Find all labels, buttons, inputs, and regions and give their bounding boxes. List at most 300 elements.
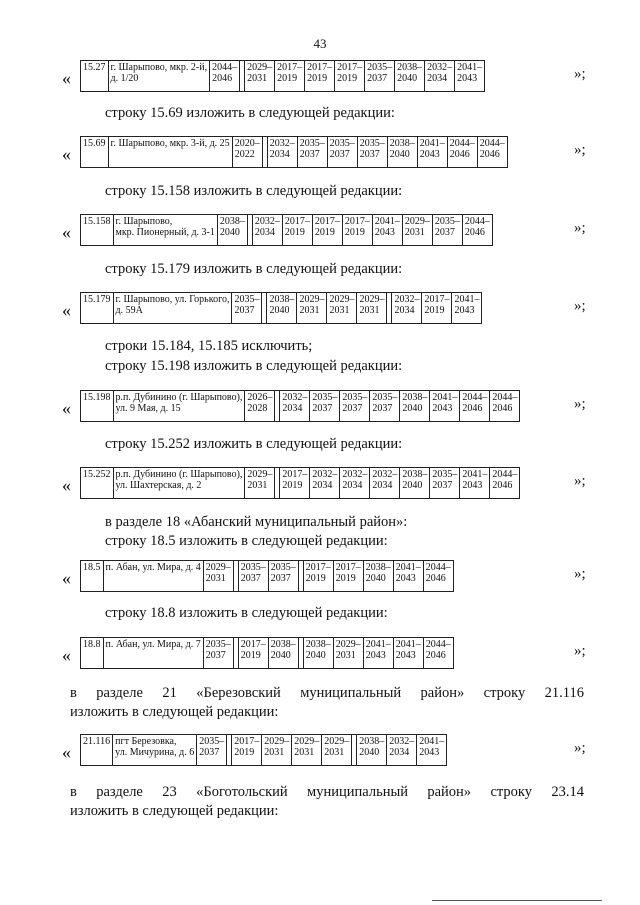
year-range-cell bbox=[357, 293, 387, 324]
year-range-cell bbox=[430, 391, 460, 422]
row-number: 15.69 bbox=[81, 137, 109, 168]
amendment-table bbox=[80, 637, 454, 669]
row-number: 15.252 bbox=[81, 468, 114, 499]
row-number: 15.198 bbox=[81, 391, 114, 422]
year-value: 2019 bbox=[314, 227, 335, 238]
year-value: 2041– bbox=[462, 469, 488, 480]
year-value: 2043 bbox=[395, 650, 416, 661]
year-range-cell bbox=[335, 61, 365, 92]
year-value: 2017– bbox=[335, 562, 361, 573]
year-range-cell bbox=[245, 391, 275, 422]
address-line: ул. Шахтерская, д. 2 bbox=[115, 480, 202, 491]
year-value: 2040 bbox=[219, 227, 240, 238]
row-number: 18.8 bbox=[81, 638, 104, 669]
address-line: д. 59А bbox=[115, 305, 143, 316]
year-range-cell bbox=[393, 561, 423, 592]
year-value: 2031 bbox=[294, 747, 315, 758]
year-value: 2019 bbox=[335, 573, 356, 584]
year-value: 2017– bbox=[344, 216, 370, 227]
address-cell bbox=[113, 735, 197, 766]
year-range-cell bbox=[417, 735, 447, 766]
address-line: пгт Березовка, bbox=[115, 736, 177, 747]
year-range-cell bbox=[340, 468, 370, 499]
year-value: 2031 bbox=[404, 227, 425, 238]
paragraph-line: в разделе 21 «Березовский муниципальный район» строку 21.116 bbox=[70, 685, 584, 701]
paragraph: строку 15.69 изложить в следующей редакции: bbox=[105, 105, 395, 121]
year-range-cell bbox=[333, 561, 363, 592]
quote-close: »; bbox=[574, 220, 586, 236]
year-value: 2038– bbox=[402, 392, 428, 403]
quote-close: »; bbox=[574, 740, 586, 756]
year-value: 2019 bbox=[282, 480, 303, 491]
year-value: 2038– bbox=[269, 294, 295, 305]
year-range-cell bbox=[342, 215, 372, 246]
amendment-table bbox=[80, 560, 454, 592]
year-range-cell bbox=[245, 468, 275, 499]
year-range-cell bbox=[430, 468, 460, 499]
year-value: 2037 bbox=[234, 305, 255, 316]
year-value: 2043 bbox=[432, 403, 453, 414]
year-value: 2031 bbox=[247, 73, 268, 84]
year-value: 2035– bbox=[367, 62, 393, 73]
year-value: 2029– bbox=[247, 469, 273, 480]
year-value: 2044– bbox=[479, 138, 505, 149]
year-range-cell bbox=[357, 137, 387, 168]
year-value: 2019 bbox=[305, 573, 326, 584]
year-range-cell bbox=[393, 638, 423, 669]
year-range-cell bbox=[327, 137, 357, 168]
year-value: 2019 bbox=[424, 305, 445, 316]
year-value: 2034 bbox=[394, 305, 415, 316]
year-value: 2032– bbox=[342, 469, 368, 480]
year-value: 2029– bbox=[299, 294, 325, 305]
address-line: п. Абан, ул. Мира, д. 7 bbox=[105, 639, 201, 650]
address-cell bbox=[108, 61, 210, 92]
quote-close: »; bbox=[574, 473, 586, 489]
quote-close: »; bbox=[574, 142, 586, 158]
year-range-cell bbox=[372, 215, 402, 246]
year-value: 2034 bbox=[282, 403, 303, 414]
year-value: 2029– bbox=[264, 736, 290, 747]
year-range-cell bbox=[292, 735, 322, 766]
year-value: 2017– bbox=[337, 62, 363, 73]
quote-close: »; bbox=[574, 566, 586, 582]
year-value: 2019 bbox=[344, 227, 365, 238]
address-line: ул. Мичурина, д. 6 bbox=[115, 747, 195, 758]
year-value: 2031 bbox=[335, 650, 356, 661]
page-number: 43 bbox=[313, 36, 327, 51]
paragraph: строку 15.198 изложить в следующей редакции: bbox=[105, 358, 403, 374]
year-value: 2029– bbox=[335, 639, 361, 650]
year-value: 2046 bbox=[492, 480, 513, 491]
year-value: 2032– bbox=[394, 294, 420, 305]
quote-open: « bbox=[62, 68, 71, 88]
year-value: 2041– bbox=[374, 216, 400, 227]
year-range-cell bbox=[400, 468, 430, 499]
year-value: 2040 bbox=[389, 149, 410, 160]
year-value: 2037 bbox=[432, 480, 453, 491]
address-line: г. Шарыпово, bbox=[115, 216, 173, 227]
paragraph: строку 15.158 изложить в следующей редакции: bbox=[105, 183, 403, 199]
address-line: ул. 9 Мая, д. 15 bbox=[115, 403, 181, 414]
year-value: 2038– bbox=[305, 639, 331, 650]
year-value: 2038– bbox=[389, 138, 415, 149]
address-cell bbox=[113, 468, 245, 499]
year-value: 2035– bbox=[270, 562, 296, 573]
row-number: 15.179 bbox=[81, 293, 114, 324]
year-value: 2037 bbox=[372, 403, 393, 414]
year-value: 2035– bbox=[359, 138, 385, 149]
quote-open: « bbox=[62, 568, 71, 588]
year-value: 2017– bbox=[307, 62, 333, 73]
year-value: 2044– bbox=[462, 392, 488, 403]
address-line: г. Шарыпово, мкр. 2-й, bbox=[110, 62, 208, 73]
year-value: 2034 bbox=[312, 480, 333, 491]
year-value: 2029– bbox=[329, 294, 355, 305]
year-value: 2046 bbox=[449, 149, 470, 160]
year-value: 2044– bbox=[449, 138, 475, 149]
year-value: 2037 bbox=[329, 149, 350, 160]
year-value: 2032– bbox=[427, 62, 453, 73]
paragraph-line: в разделе 23 «Боготольский муниципальный район» строку 23.14 bbox=[70, 784, 584, 800]
address-line: д. 1/20 bbox=[110, 73, 139, 84]
year-range-cell bbox=[238, 561, 268, 592]
year-range-cell bbox=[490, 468, 520, 499]
year-value: 2019 bbox=[284, 227, 305, 238]
year-range-cell bbox=[203, 638, 233, 669]
year-value: 2031 bbox=[324, 747, 345, 758]
year-range-cell bbox=[452, 293, 482, 324]
year-value: 2041– bbox=[365, 639, 391, 650]
year-value: 2031 bbox=[329, 305, 350, 316]
paragraph: строку 15.179 изложить в следующей редакции: bbox=[105, 261, 403, 277]
year-range-cell bbox=[297, 293, 327, 324]
year-value: 2038– bbox=[270, 639, 296, 650]
year-value: 2017– bbox=[305, 562, 331, 573]
year-range-cell bbox=[280, 391, 310, 422]
year-range-cell bbox=[267, 293, 297, 324]
year-range-cell bbox=[327, 293, 357, 324]
year-range-cell bbox=[238, 638, 268, 669]
year-value: 2017– bbox=[284, 216, 310, 227]
year-range-cell bbox=[365, 61, 395, 92]
quote-open: « bbox=[62, 475, 71, 495]
year-value: 2043 bbox=[395, 573, 416, 584]
row-number: 18.5 bbox=[81, 561, 104, 592]
row-number: 15.27 bbox=[81, 61, 109, 92]
year-value: 2032– bbox=[372, 469, 398, 480]
year-value: 2032– bbox=[312, 469, 338, 480]
year-range-cell bbox=[280, 468, 310, 499]
year-value: 2017– bbox=[234, 736, 260, 747]
year-value: 2035– bbox=[205, 639, 231, 650]
address-cell bbox=[113, 293, 232, 324]
year-value: 2032– bbox=[389, 736, 415, 747]
year-value: 2037 bbox=[359, 149, 380, 160]
year-value: 2019 bbox=[240, 650, 261, 661]
year-range-cell bbox=[197, 735, 227, 766]
year-value: 2028 bbox=[247, 403, 268, 414]
year-range-cell bbox=[395, 61, 425, 92]
amendment-table bbox=[80, 60, 485, 92]
year-range-cell bbox=[262, 735, 292, 766]
year-value: 2029– bbox=[404, 216, 430, 227]
year-range-cell bbox=[268, 561, 298, 592]
year-value: 2037 bbox=[240, 573, 261, 584]
year-value: 2022 bbox=[234, 149, 255, 160]
year-value: 2038– bbox=[402, 469, 428, 480]
year-value: 2046 bbox=[492, 403, 513, 414]
year-value: 2020– bbox=[234, 138, 260, 149]
year-value: 2041– bbox=[419, 736, 445, 747]
year-value: 2044– bbox=[492, 392, 518, 403]
year-value: 2040 bbox=[305, 650, 326, 661]
year-range-cell bbox=[245, 61, 275, 92]
year-range-cell bbox=[490, 391, 520, 422]
year-value: 2034 bbox=[372, 480, 393, 491]
year-value: 2041– bbox=[419, 138, 445, 149]
year-value: 2032– bbox=[282, 392, 308, 403]
paragraph: строки 15.184, 15.185 исключить; bbox=[105, 338, 313, 354]
year-value: 2034 bbox=[269, 149, 290, 160]
address-cell bbox=[113, 215, 217, 246]
year-range-cell bbox=[417, 137, 447, 168]
paragraph: строку 18.8 изложить в следующей редакции: bbox=[105, 605, 388, 621]
year-range-cell bbox=[333, 638, 363, 669]
year-value: 2044– bbox=[492, 469, 518, 480]
year-range-cell bbox=[425, 61, 455, 92]
year-value: 2035– bbox=[299, 138, 325, 149]
year-range-cell bbox=[340, 391, 370, 422]
year-range-cell bbox=[447, 137, 477, 168]
year-value: 2041– bbox=[395, 562, 421, 573]
year-value: 2044– bbox=[425, 562, 451, 573]
year-value: 2037 bbox=[312, 403, 333, 414]
year-value: 2032– bbox=[254, 216, 280, 227]
year-value: 2035– bbox=[372, 392, 398, 403]
year-range-cell bbox=[305, 61, 335, 92]
quote-open: « bbox=[62, 742, 71, 762]
year-range-cell bbox=[268, 638, 298, 669]
year-value: 2019 bbox=[307, 73, 328, 84]
year-value: 2032– bbox=[269, 138, 295, 149]
quote-open: « bbox=[62, 300, 71, 320]
address-cell bbox=[103, 638, 203, 669]
paragraph: строку 15.252 изложить в следующей редакции: bbox=[105, 436, 403, 452]
year-value: 2040 bbox=[270, 650, 291, 661]
paragraph bbox=[70, 684, 584, 722]
year-value: 2046 bbox=[212, 73, 233, 84]
year-range-cell bbox=[210, 61, 240, 92]
year-value: 2040 bbox=[365, 573, 386, 584]
address-cell bbox=[113, 391, 245, 422]
address-line: мкр. Пионерный, д. 3-1 bbox=[115, 227, 215, 238]
year-range-cell bbox=[282, 215, 312, 246]
year-range-cell bbox=[357, 735, 387, 766]
year-value: 2041– bbox=[395, 639, 421, 650]
year-range-cell bbox=[455, 61, 485, 92]
year-value: 2017– bbox=[240, 639, 266, 650]
year-range-cell bbox=[423, 561, 453, 592]
year-value: 2035– bbox=[199, 736, 225, 747]
amendment-table bbox=[80, 390, 520, 422]
year-value: 2038– bbox=[397, 62, 423, 73]
year-value: 2017– bbox=[314, 216, 340, 227]
year-range-cell bbox=[402, 215, 432, 246]
year-value: 2017– bbox=[282, 469, 308, 480]
year-range-cell bbox=[303, 561, 333, 592]
year-range-cell bbox=[387, 137, 417, 168]
quote-open: « bbox=[62, 398, 71, 418]
year-value: 2029– bbox=[294, 736, 320, 747]
year-value: 2037 bbox=[367, 73, 388, 84]
year-value: 2026– bbox=[247, 392, 273, 403]
year-value: 2035– bbox=[342, 392, 368, 403]
year-range-cell bbox=[423, 638, 453, 669]
year-range-cell bbox=[267, 137, 297, 168]
paragraph: в разделе 18 «Абанский муниципальный район»: bbox=[105, 514, 408, 530]
quote-close: »; bbox=[574, 298, 586, 314]
year-range-cell bbox=[370, 391, 400, 422]
year-value: 2029– bbox=[324, 736, 350, 747]
year-value: 2031 bbox=[299, 305, 320, 316]
amendment-table bbox=[80, 734, 447, 766]
year-value: 2044– bbox=[425, 639, 451, 650]
year-value: 2037 bbox=[299, 149, 320, 160]
quote-open: « bbox=[62, 144, 71, 164]
address-line: г. Шарыпово, ул. Горького, bbox=[115, 294, 230, 305]
year-value: 2046 bbox=[425, 650, 446, 661]
year-range-cell bbox=[252, 215, 282, 246]
year-value: 2034 bbox=[254, 227, 275, 238]
year-value: 2040 bbox=[402, 403, 423, 414]
year-range-cell bbox=[303, 638, 333, 669]
year-value: 2038– bbox=[219, 216, 245, 227]
year-value: 2017– bbox=[424, 294, 450, 305]
year-range-cell bbox=[275, 61, 305, 92]
year-value: 2035– bbox=[432, 469, 458, 480]
year-range-cell bbox=[310, 391, 340, 422]
year-range-cell bbox=[370, 468, 400, 499]
year-value: 2019 bbox=[277, 73, 298, 84]
year-value: 2046 bbox=[479, 149, 500, 160]
year-value: 2029– bbox=[247, 62, 273, 73]
row-number: 21.116 bbox=[81, 735, 113, 766]
year-range-cell bbox=[232, 293, 262, 324]
address-cell bbox=[103, 561, 203, 592]
year-range-cell bbox=[363, 561, 393, 592]
year-value: 2043 bbox=[462, 480, 483, 491]
amendment-table bbox=[80, 136, 508, 168]
year-value: 2035– bbox=[240, 562, 266, 573]
address-cell bbox=[108, 137, 232, 168]
amendment-table bbox=[80, 467, 520, 499]
year-range-cell bbox=[297, 137, 327, 168]
year-value: 2040 bbox=[397, 73, 418, 84]
address-line: р.п. Дубинино (г. Шарыпово), bbox=[115, 469, 243, 480]
year-range-cell bbox=[363, 638, 393, 669]
quote-open: « bbox=[62, 222, 71, 242]
year-value: 2031 bbox=[359, 305, 380, 316]
paragraph-line: изложить в следующей редакции: bbox=[70, 803, 279, 819]
year-value: 2037 bbox=[199, 747, 220, 758]
year-value: 2043 bbox=[457, 73, 478, 84]
year-range-cell bbox=[422, 293, 452, 324]
year-value: 2029– bbox=[205, 562, 231, 573]
year-value: 2037 bbox=[342, 403, 363, 414]
year-value: 2044– bbox=[464, 216, 490, 227]
row-number: 15.158 bbox=[81, 215, 114, 246]
year-value: 2040 bbox=[402, 480, 423, 491]
amendment-table bbox=[80, 214, 493, 246]
year-value: 2037 bbox=[205, 650, 226, 661]
year-value: 2017– bbox=[277, 62, 303, 73]
year-value: 2043 bbox=[454, 305, 475, 316]
year-value: 2038– bbox=[359, 736, 385, 747]
paragraph bbox=[70, 783, 584, 821]
year-value: 2034 bbox=[427, 73, 448, 84]
year-value: 2043 bbox=[374, 227, 395, 238]
year-value: 2043 bbox=[419, 747, 440, 758]
year-value: 2035– bbox=[434, 216, 460, 227]
address-line: р.п. Дубинино (г. Шарыпово), bbox=[115, 392, 243, 403]
year-range-cell bbox=[462, 215, 492, 246]
year-range-cell bbox=[460, 391, 490, 422]
year-value: 2037 bbox=[270, 573, 291, 584]
year-range-cell bbox=[392, 293, 422, 324]
year-value: 2035– bbox=[312, 392, 338, 403]
year-range-cell bbox=[232, 137, 262, 168]
year-value: 2019 bbox=[234, 747, 255, 758]
year-range-cell bbox=[217, 215, 247, 246]
year-value: 2046 bbox=[462, 403, 483, 414]
paragraph-line: изложить в следующей редакции: bbox=[70, 704, 279, 720]
year-value: 2029– bbox=[359, 294, 385, 305]
year-value: 2035– bbox=[329, 138, 355, 149]
year-value: 2031 bbox=[205, 573, 226, 584]
quote-open: « bbox=[62, 645, 71, 665]
year-value: 2034 bbox=[389, 747, 410, 758]
year-value: 2041– bbox=[457, 62, 483, 73]
paragraph: строку 18.5 изложить в следующей редакции: bbox=[105, 533, 388, 549]
footer-rule bbox=[432, 900, 602, 901]
address-line: г. Шарыпово, мкр. 3-й, д. 25 bbox=[110, 138, 230, 149]
year-range-cell bbox=[477, 137, 507, 168]
year-value: 2037 bbox=[434, 227, 455, 238]
year-range-cell bbox=[432, 215, 462, 246]
year-range-cell bbox=[387, 735, 417, 766]
year-value: 2031 bbox=[247, 480, 268, 491]
year-value: 2019 bbox=[337, 73, 358, 84]
year-range-cell bbox=[312, 215, 342, 246]
year-range-cell bbox=[322, 735, 352, 766]
quote-close: »; bbox=[574, 66, 586, 82]
year-value: 2046 bbox=[464, 227, 485, 238]
year-value: 2044– bbox=[212, 62, 238, 73]
year-value: 2041– bbox=[432, 392, 458, 403]
year-value: 2031 bbox=[264, 747, 285, 758]
year-value: 2040 bbox=[269, 305, 290, 316]
year-value: 2041– bbox=[454, 294, 480, 305]
quote-close: »; bbox=[574, 643, 586, 659]
year-range-cell bbox=[400, 391, 430, 422]
year-value: 2046 bbox=[425, 573, 446, 584]
year-value: 2043 bbox=[419, 149, 440, 160]
address-line: п. Абан, ул. Мира, д. 4 bbox=[105, 562, 201, 573]
year-value: 2035– bbox=[234, 294, 260, 305]
year-value: 2034 bbox=[342, 480, 363, 491]
year-value: 2040 bbox=[359, 747, 380, 758]
